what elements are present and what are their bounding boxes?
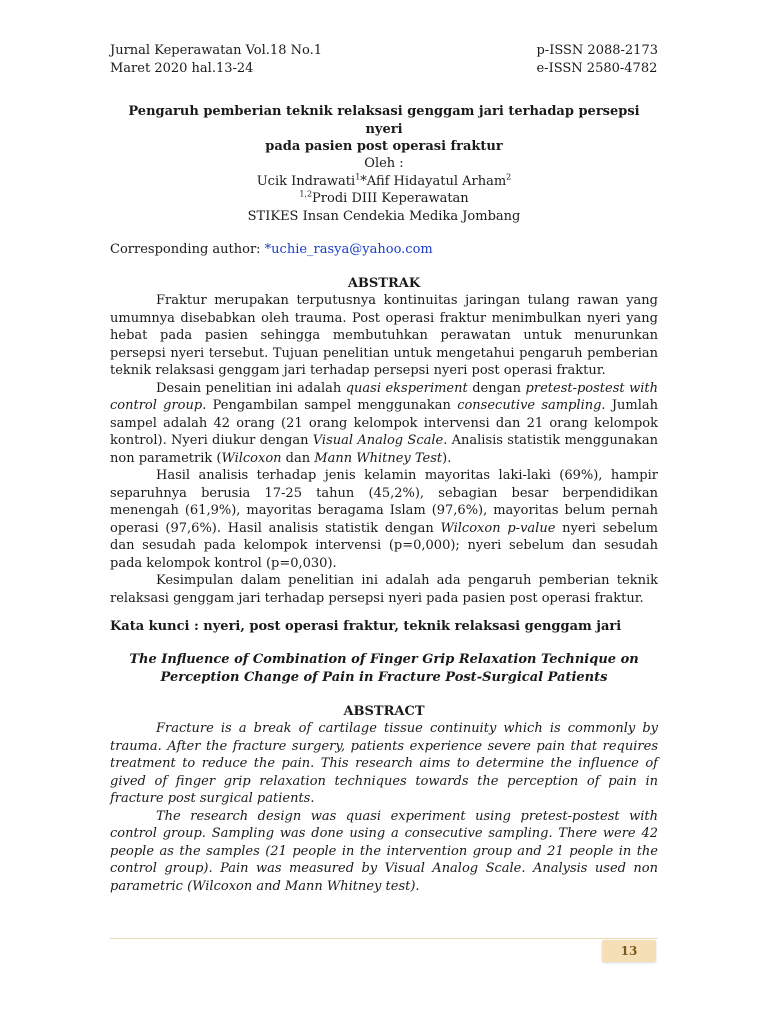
affiliation-dept: $^{1,2}$Prodi DIII Keperawatan (299, 189, 469, 206)
abstract-heading: ABSTRACT (343, 704, 425, 719)
issue-date: Maret 2020 hal.13-24 (110, 61, 254, 76)
title-id-line1: Pengaruh pemberian teknik relaksasi genggam jari terhadap persepsi nyeri (128, 104, 640, 137)
email-link[interactable]: *uchie_rasya@yahoo.com (264, 242, 433, 257)
pissn: p-ISSN 2088-2173 (536, 43, 658, 58)
author-1: Ucik Indrawati (256, 173, 356, 189)
author-block (110, 155, 658, 225)
running-header-right (536, 42, 658, 78)
corresponding-label: Corresponding author: (110, 242, 265, 257)
keywords: Kata kunci : nyeri, post operasi fraktur, teknik relaksasi genggam jari (110, 619, 622, 634)
by-label: Oleh : (364, 156, 404, 171)
abstrak-paragraph-2: Desain penelitian ini adalah quasi eksperiment dengan pretest-postest with control group. Pengambilan sampel menggunakan consecutive sampling. Jumlah sampel adalah 42 orang (21 orang kelompok intervensi dan 21 orang kelompok kontrol). Nyeri diukur dengan Visual Analog Scale. Analisis statistik menggunakan non parametrik (Wilcoxon dan Mann Whitney Test). (110, 380, 659, 466)
author-names (110, 173, 658, 191)
running-header-left (110, 42, 322, 78)
author-1-sup: 1 (355, 172, 361, 182)
eissn: e-ISSN 2580-4782 (536, 61, 658, 76)
abstrak-heading: ABSTRAK (347, 276, 421, 291)
abstract-body (110, 720, 658, 895)
paper-title-id (110, 103, 658, 156)
title-en-line1: The Influence of Combination of Finger Grip Relaxation Technique on (129, 652, 639, 667)
abstract-paragraph-1: Fracture is a break of cartilage tissue continuity which is commonly by trauma. After the fracture surgery, patients experience severe pain that requires treatment to reduce the pain. This research aims to determine the influence of gived of finger grip relaxation techniques towards the perception of pain in fracture post surgical patients. (110, 721, 658, 806)
journal-name: Jurnal Keperawatan Vol.18 No.1 (110, 43, 322, 58)
affiliation-inst: STIKES Insan Cendekia Medika Jombang (247, 208, 521, 224)
title-id-line2: pada pasien post operasi fraktur (265, 139, 503, 154)
page-number-badge: 13 (602, 940, 656, 962)
paper-title-en (110, 651, 658, 686)
abstrak-paragraph-1: Fraktur merupakan terputusnya kontinuitas jaringan tulang rawan yang umumnya disebabkan oleh trauma. Post operasi fraktur menimbulkan nyeri yang hebat pada pasien sehingga membutuhkan perawatan untuk menurunkan persepsi nyeri tersebut. Tujuan penelitian untuk mengetahui pengaruh pemberian teknik relaksasi genggam jari terhadap persepsi nyeri post operasi fraktur. (110, 293, 658, 378)
abstrak-body (110, 292, 658, 607)
author-2: *Afif Hidayatul Arham (360, 173, 507, 189)
author-2-sup: 2 (506, 172, 512, 182)
abstrak-paragraph-3: Hasil analisis terhadap jenis kelamin mayoritas laki-laki (69%), hampir separuhnya berusia 17-25 tahun (45,2%), sebagian besar berpendidikan menengah (61,9%), mayoritas beragama Islam (97,6%), mayoritas belum pernah operasi (97,6%). Hasil analisis statistik dengan Wilcoxon p-value nyeri sebelum dan sesudah pada kelompok intervensi (p=0,000); nyeri sebelum dan sesudah pada kelompok kontrol (p=0,030). (110, 468, 658, 571)
corresponding-author (110, 241, 658, 259)
abstract-paragraph-2: The research design was quasi experiment using pretest-postest with control group. Sampling was done using a consecutive sampling. There were 42 people as the samples (21 people in the intervention group and 21 people in the control group). Pain was measured by Visual Analog Scale. Analysis used non parametric (Wilcoxon and Mann Whitney test). (110, 808, 658, 894)
abstrak-paragraph-4: Kesimpulan dalam penelitian ini adalah ada pengaruh pemberian teknik relaksasi genggam jari terhadap persepsi nyeri pada pasien post operasi fraktur. (110, 573, 658, 606)
footer-rule (110, 938, 658, 939)
affiliation-sup: 1,2 (299, 189, 313, 199)
title-en-line2: Perception Change of Pain in Fracture Post-Surgical Patients (160, 669, 608, 685)
